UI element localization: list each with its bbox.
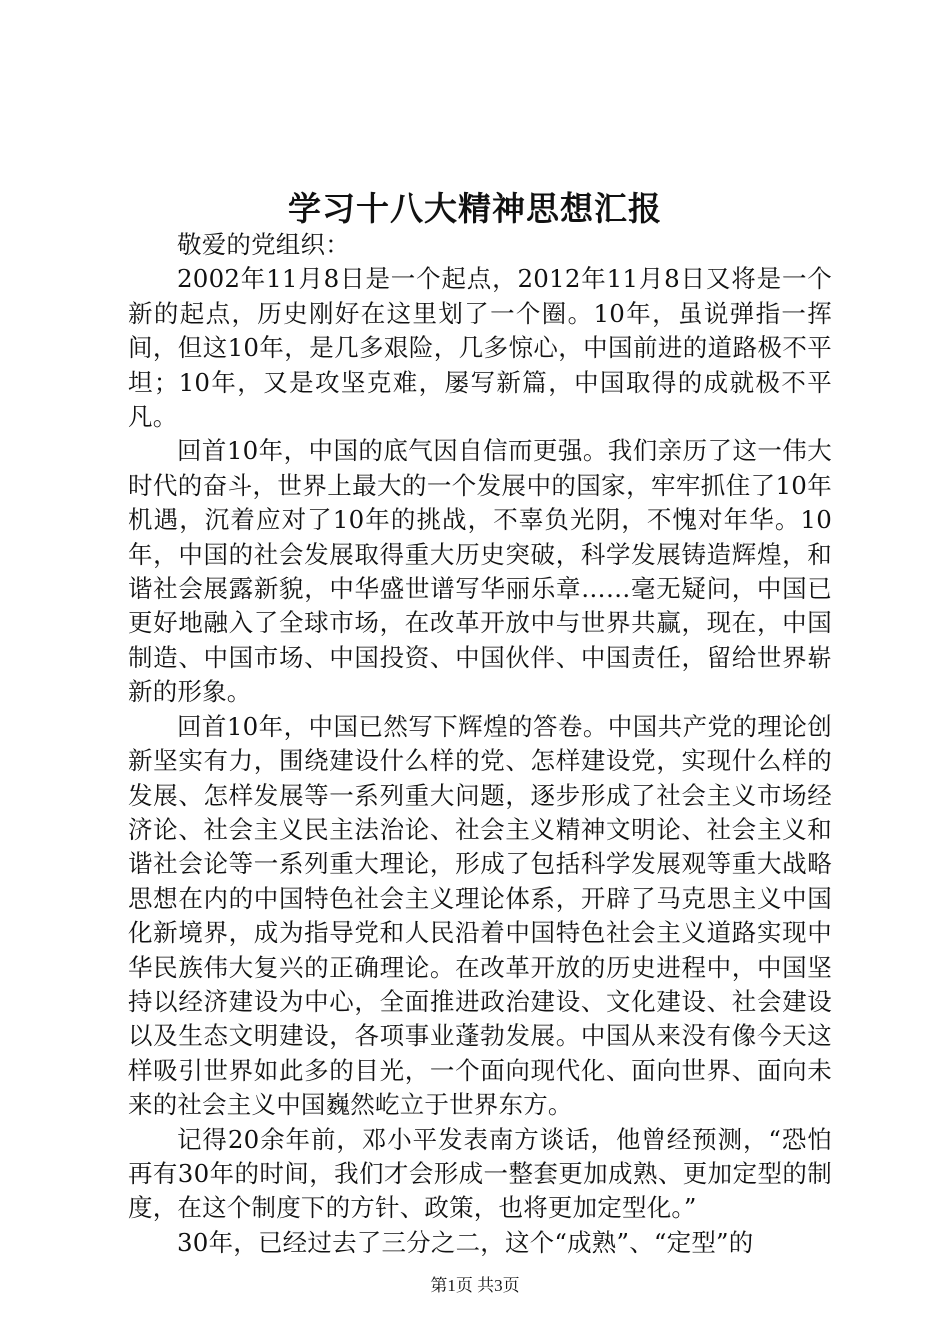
body-paragraph: 回首10年，中国的底气因自信而更强。我们亲历了这一伟大时代的奋斗，世界上最大的一个发展中的国家，牢牢抓住了10年机遇，沉着应对了10年的挑战，不辜负光阴，不愧对年华。10年，中国的社会发展取得重大历史突破，科学发展铸造辉煌，和谐社会展露新貌，中华盛世谱写华丽乐章……毫无疑问，中国已更好地融入了全球市场，在改革开放中与世界共赢，现在，中国制造、中国市场、中国投资、中国伙伴、中国责任，留给世界崭新的形象。 [128,436,832,707]
document-body [128,228,832,1260]
page-footer: 第1页 共3页 [430,1276,520,1295]
document-title: 学习十八大精神思想汇报 [288,189,662,228]
body-paragraph: 回首10年，中国已然写下辉煌的答卷。中国共产党的理论创新坚实有力，围绕建设什么样的党、怎样建设党，实现什么样的发展、怎样发展等一系列重大问题，逐步形成了社会主义市场经济论、社会主义民主法治论、社会主义精神文明论、社会主义和谐社会论等一系列重大理论，形成了包括科学发展观等重大战略思想在内的中国特色社会主义理论体系，开辟了马克思主义中国化新境界，成为指导党和人民沿着中国特色社会主义道路实现中华民族伟大复兴的正确理论。在改革开放的历史进程中，中国坚持以经济建设为中心，全面推进政治建设、文化建设、社会建设以及生态文明建设，各项事业蓬勃发展。中国从来没有像今天这样吸引世界如此多的目光，一个面向现代化、面向世界、面向未来的社会主义中国巍然屹立于世界东方。 [128,711,832,1120]
body-paragraph: 2002年11月8日是一个起点，2012年11月8日又将是一个新的起点，历史刚好在这里划了一个圈。10年，虽说弹指一挥间，但这10年，是几多艰险，几多惊心，中国前进的道路极不平坦；10年，又是攻坚克难，屡写新篇，中国取得的成就极不平凡。 [128,264,832,432]
body-paragraph: 30年，已经过去了三分之二，这个“成熟”、“定型”的 [177,1227,754,1257]
salutation-paragraph: 敬爱的党组织： [177,230,350,259]
body-paragraph: 记得20余年前，邓小平发表南方谈话，他曾经预测，“恐怕再有30年的时间，我们才会形成一整套更加成熟、更加定型的制度，在这个制度下的方针、政策，也将更加定型化。” [128,1124,832,1223]
